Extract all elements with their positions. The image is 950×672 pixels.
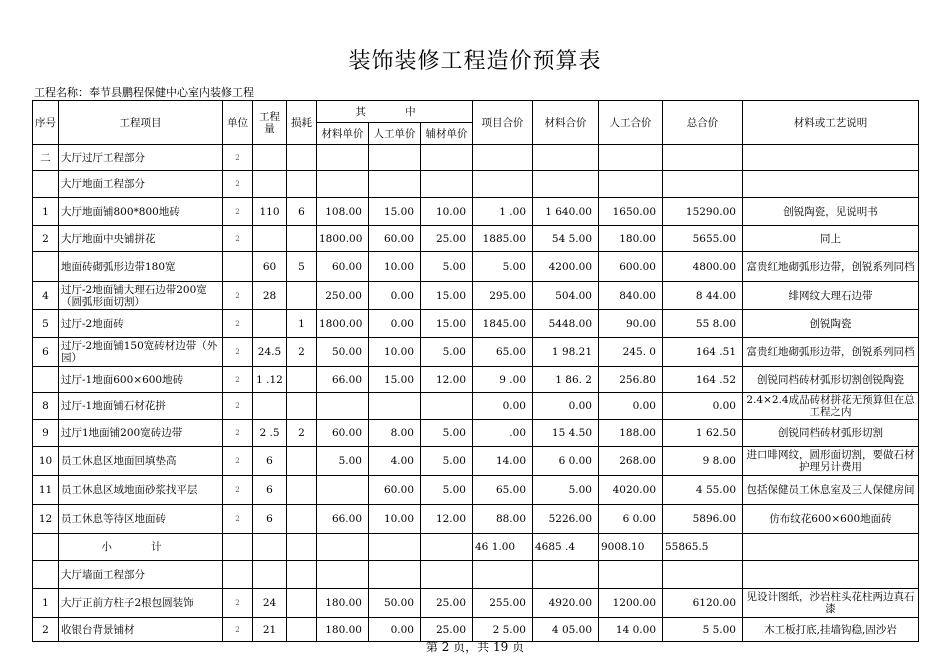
cell-loss xyxy=(287,145,317,171)
cell-loss: 2 xyxy=(287,420,317,447)
cell-it xyxy=(473,145,533,171)
table-body-floor xyxy=(33,145,919,534)
cell-item: 过厅1地面铺200宽砖边带 xyxy=(59,420,223,447)
cell-item: 过厅-2地面砖 xyxy=(59,310,223,338)
cell-ap: 5.00 xyxy=(421,420,473,447)
cell-qty xyxy=(253,226,287,252)
cell-loss xyxy=(287,447,317,476)
cell-lp xyxy=(369,393,421,420)
cell-tt: 164 .52 xyxy=(663,367,743,393)
cell-desc: 见设计图纸，沙岩柱头花柱两边真石漆 xyxy=(743,589,919,618)
cell-qty: 1 .12 xyxy=(253,367,287,393)
cell-it xyxy=(473,171,533,198)
header-seq: 序号 xyxy=(33,101,59,145)
cell-loss xyxy=(287,282,317,310)
cell-seq xyxy=(33,252,59,282)
cell-mt: 1 640.00 xyxy=(533,198,599,226)
table-row xyxy=(33,476,919,505)
cell-seq: 2 xyxy=(33,226,59,252)
header-qty: 工程量 xyxy=(253,101,287,145)
cell-it: 1 .00 xyxy=(473,198,533,226)
cell-seq: 12 xyxy=(33,505,59,534)
cell-lt: 840.00 xyxy=(599,282,663,310)
cell-it: 65.00 xyxy=(473,476,533,505)
cell-mt xyxy=(533,561,599,589)
cell-it: 0.00 xyxy=(473,393,533,420)
cell-tt: 1 62.50 xyxy=(663,420,743,447)
cell-seq: 5 xyxy=(33,310,59,338)
cell-tt: 4 55.00 xyxy=(663,476,743,505)
subtotal-labor-total: 9008.10 xyxy=(599,534,663,561)
cell-loss xyxy=(287,226,317,252)
cell-lp xyxy=(369,145,421,171)
cell-lt xyxy=(599,561,663,589)
cell-unit: 2 xyxy=(223,310,253,338)
cell-qty xyxy=(253,561,287,589)
cell-mp: 108.00 xyxy=(317,198,369,226)
cell-ap: 5.00 xyxy=(421,252,473,282)
cell-item: 员工休息区地面回填垫高 xyxy=(59,447,223,476)
cell-lt: 4020.00 xyxy=(599,476,663,505)
cell-loss xyxy=(287,505,317,534)
table-row xyxy=(33,561,919,589)
table-row xyxy=(33,589,919,618)
cell-ap xyxy=(421,393,473,420)
cell-seq: 2 xyxy=(33,618,59,642)
cell-ap: 15.00 xyxy=(421,282,473,310)
cell-loss: 6 xyxy=(287,198,317,226)
cell-it: 255.00 xyxy=(473,589,533,618)
cell-item: 过厅-2地面铺大理石边带200宽（圆弧形面切割） xyxy=(59,282,223,310)
cell-unit xyxy=(223,252,253,282)
cell-desc: 绯网纹大理石边带 xyxy=(743,282,919,310)
cell-unit: 2 xyxy=(223,420,253,447)
cell-item: 过厅-1地面铺石材花拼 xyxy=(59,393,223,420)
cell-lp: 0.00 xyxy=(369,282,421,310)
cell-tt: 0.00 xyxy=(663,393,743,420)
cell-tt xyxy=(663,171,743,198)
cell-loss: 2 xyxy=(287,338,317,367)
cell-lp: 60.00 xyxy=(369,226,421,252)
table-row xyxy=(33,226,919,252)
cell-it: 88.00 xyxy=(473,505,533,534)
cell-mp: 180.00 xyxy=(317,589,369,618)
cell-tt xyxy=(663,145,743,171)
cell-qty xyxy=(253,310,287,338)
subtotal-mat-total: 4685 .4 xyxy=(533,534,599,561)
cell-mt xyxy=(533,145,599,171)
cell-lp: 0.00 xyxy=(369,310,421,338)
cell-lt: 1200.00 xyxy=(599,589,663,618)
cell-ap: 5.00 xyxy=(421,338,473,367)
cell-desc: 2.4×2.4成品砖材拼花无预算但在总工程之内 xyxy=(743,393,919,420)
cell-lt: 268.00 xyxy=(599,447,663,476)
cell-mp xyxy=(317,476,369,505)
cell-qty: 28 xyxy=(253,282,287,310)
cell-qty: 24 xyxy=(253,589,287,618)
page-footer: 第 2 页，共 19 页 xyxy=(425,640,525,654)
cell-unit xyxy=(223,561,253,589)
cell-mp: 66.00 xyxy=(317,367,369,393)
cell-mp: 1800.00 xyxy=(317,226,369,252)
cell-it: 295.00 xyxy=(473,282,533,310)
cell-mt: 4 05.00 xyxy=(533,618,599,642)
cell-lp: 8.00 xyxy=(369,420,421,447)
cell-qty: 6 xyxy=(253,447,287,476)
cell-mp xyxy=(317,145,369,171)
cell-qty xyxy=(253,145,287,171)
cell-lt: 600.00 xyxy=(599,252,663,282)
cell-it: 14.00 xyxy=(473,447,533,476)
cell-loss xyxy=(287,476,317,505)
cell-tt: 9 8.00 xyxy=(663,447,743,476)
cell-mt: 1 98.21 xyxy=(533,338,599,367)
cell-ap: 5.00 xyxy=(421,476,473,505)
cell-tt: 5896.00 xyxy=(663,505,743,534)
header-mat-price: 材料单价 xyxy=(317,123,369,145)
cell-unit: 2 xyxy=(223,171,253,198)
table-row xyxy=(33,198,919,226)
subtotal-total: 55865.5 xyxy=(663,534,743,561)
cell-desc: 包括保健员工休息室及三人保健房间 xyxy=(743,476,919,505)
cell-loss: 1 xyxy=(287,310,317,338)
header-labor-price: 人工单价 xyxy=(369,123,421,145)
cell-tt: 15290.00 xyxy=(663,198,743,226)
cell-tt: 4800.00 xyxy=(663,252,743,282)
table-row xyxy=(33,447,919,476)
cell-desc: 富贵红地砌弧形边带，创锐系列同档 xyxy=(743,252,919,282)
cell-desc: 木工板打底,挂墙钩稳,固沙岩 xyxy=(743,618,919,642)
table-row xyxy=(33,145,919,171)
cell-item: 大厅正前方柱子2根包圆装饰 xyxy=(59,589,223,618)
cell-loss xyxy=(287,561,317,589)
cell-it: .00 xyxy=(473,420,533,447)
table-row xyxy=(33,393,919,420)
cell-seq: 9 xyxy=(33,420,59,447)
cell-lp xyxy=(369,171,421,198)
cell-it: 1885.00 xyxy=(473,226,533,252)
cell-lt: 188.00 xyxy=(599,420,663,447)
cell-item: 地面砖砌弧形边带180宽 xyxy=(59,252,223,282)
cell-it: 1845.00 xyxy=(473,310,533,338)
cell-desc xyxy=(743,171,919,198)
cell-seq: 6 xyxy=(33,338,59,367)
header-desc: 材料或工艺说明 xyxy=(743,101,919,145)
cell-ap: 5.00 xyxy=(421,447,473,476)
subtotal-item-total: 46 1.00 xyxy=(473,534,533,561)
cell-unit: 2 xyxy=(223,447,253,476)
cell-seq: 10 xyxy=(33,447,59,476)
table-row xyxy=(33,338,919,367)
cell-item: 大厅过厅工程部分 xyxy=(59,145,223,171)
cell-loss xyxy=(287,171,317,198)
cell-lp: 0.00 xyxy=(369,618,421,642)
cell-seq xyxy=(33,171,59,198)
cell-desc xyxy=(743,561,919,589)
budget-table xyxy=(32,100,919,642)
table-row xyxy=(33,505,919,534)
cell-unit: 2 xyxy=(223,145,253,171)
cell-mt: 6 0.00 xyxy=(533,447,599,476)
cell-mp: 180.00 xyxy=(317,618,369,642)
cell-tt: 8 44.00 xyxy=(663,282,743,310)
cell-loss xyxy=(287,367,317,393)
cell-loss xyxy=(287,393,317,420)
table-row xyxy=(33,171,919,198)
header-item: 工程项目 xyxy=(59,101,223,145)
table-body-wall xyxy=(33,561,919,642)
header-loss: 损耗 xyxy=(287,101,317,145)
cell-ap: 25.00 xyxy=(421,618,473,642)
cell-lt: 0.00 xyxy=(599,393,663,420)
cell-mp: 1800.00 xyxy=(317,310,369,338)
cell-ap xyxy=(421,145,473,171)
cell-qty: 6 xyxy=(253,505,287,534)
cell-qty: 21 xyxy=(253,618,287,642)
cell-ap: 10.00 xyxy=(421,198,473,226)
cell-mt: 4920.00 xyxy=(533,589,599,618)
cell-mt: 4200.00 xyxy=(533,252,599,282)
cell-mp: 5.00 xyxy=(317,447,369,476)
cell-ap xyxy=(421,171,473,198)
cell-tt: 164 .51 xyxy=(663,338,743,367)
header-labor-total: 人工合价 xyxy=(599,101,663,145)
cell-lt: 245. 0 xyxy=(599,338,663,367)
cell-mp xyxy=(317,393,369,420)
cell-item: 大厅地面铺800*800地砖 xyxy=(59,198,223,226)
cell-lt xyxy=(599,145,663,171)
cell-mt: 0.00 xyxy=(533,393,599,420)
cell-loss: 5 xyxy=(287,252,317,282)
cell-mp xyxy=(317,561,369,589)
cell-desc xyxy=(743,145,919,171)
cell-tt xyxy=(663,561,743,589)
subtotal-row-group xyxy=(33,534,919,561)
cell-mp: 60.00 xyxy=(317,252,369,282)
cell-tt: 6120.00 xyxy=(663,589,743,618)
cell-mt: 504.00 xyxy=(533,282,599,310)
cell-ap: 25.00 xyxy=(421,589,473,618)
cell-unit: 2 xyxy=(223,367,253,393)
cell-item: 收银台背景铺材 xyxy=(59,618,223,642)
cell-lp: 50.00 xyxy=(369,589,421,618)
cell-mp: 250.00 xyxy=(317,282,369,310)
subtotal-row xyxy=(33,534,919,561)
cell-mp: 60.00 xyxy=(317,420,369,447)
cell-desc: 进口啡网纹，圆形面切割，要做石材护理另计费用 xyxy=(743,447,919,476)
cell-lt: 6 0.00 xyxy=(599,505,663,534)
cell-lp: 4.00 xyxy=(369,447,421,476)
cell-unit: 2 xyxy=(223,282,253,310)
cell-lp: 10.00 xyxy=(369,252,421,282)
cell-ap: 12.00 xyxy=(421,505,473,534)
table-row xyxy=(33,367,919,393)
cell-qty xyxy=(253,171,287,198)
cell-mp: 50.00 xyxy=(317,338,369,367)
cell-lp: 10.00 xyxy=(369,338,421,367)
cell-loss xyxy=(287,589,317,618)
cell-item: 大厅地面中央铺拼花 xyxy=(59,226,223,252)
page-title: 装饰装修工程造价预算表 xyxy=(348,49,602,74)
cell-qty: 6 xyxy=(253,476,287,505)
cell-seq xyxy=(33,367,59,393)
subtotal-label: 小 计 xyxy=(59,534,223,561)
cell-mt: 5226.00 xyxy=(533,505,599,534)
header-total: 总合价 xyxy=(663,101,743,145)
project-name: 工程名称：奉节县鹏程保健中心室内装修工程 xyxy=(34,86,254,99)
table-row xyxy=(33,310,919,338)
cell-qty: 2 .5 xyxy=(253,420,287,447)
table-row xyxy=(33,252,919,282)
cell-item: 过厅-2地面铺150宽砖材边带（外园） xyxy=(59,338,223,367)
cell-desc: 创锐陶瓷 xyxy=(743,310,919,338)
cell-it: 2 5.00 xyxy=(473,618,533,642)
cell-mt xyxy=(533,171,599,198)
cell-seq: 1 xyxy=(33,589,59,618)
cell-unit: 2 xyxy=(223,505,253,534)
cell-lt: 1650.00 xyxy=(599,198,663,226)
cell-seq: 1 xyxy=(33,198,59,226)
cell-unit: 2 xyxy=(223,338,253,367)
cell-tt: 55 8.00 xyxy=(663,310,743,338)
cell-item: 员工休息区域地面砂浆找平层 xyxy=(59,476,223,505)
cell-qty xyxy=(253,393,287,420)
cell-it: 9 .00 xyxy=(473,367,533,393)
cell-lp: 60.00 xyxy=(369,476,421,505)
cell-desc: 仿布纹花600×600地面砖 xyxy=(743,505,919,534)
cell-desc: 富贵红地砌弧形边带，创锐系列同档 xyxy=(743,338,919,367)
cell-item: 员工休息等待区地面砖 xyxy=(59,505,223,534)
table-row xyxy=(33,282,919,310)
cell-lp xyxy=(369,561,421,589)
cell-item: 大厅地面工程部分 xyxy=(59,171,223,198)
cell-tt: 5655.00 xyxy=(663,226,743,252)
cell-mt: 54 5.00 xyxy=(533,226,599,252)
cell-seq xyxy=(33,561,59,589)
cell-desc: 同上 xyxy=(743,226,919,252)
cell-tt: 5 5.00 xyxy=(663,618,743,642)
cell-mp xyxy=(317,171,369,198)
cell-lp: 15.00 xyxy=(369,367,421,393)
cell-mt: 15 4.50 xyxy=(533,420,599,447)
cell-lp: 10.00 xyxy=(369,505,421,534)
cell-item: 过厅-1地面600×600地砖 xyxy=(59,367,223,393)
cell-ap: 12.00 xyxy=(421,367,473,393)
cell-lt xyxy=(599,171,663,198)
cell-lt: 180.00 xyxy=(599,226,663,252)
cell-mt: 5448.00 xyxy=(533,310,599,338)
header-item-total: 项目合价 xyxy=(473,101,533,145)
table-row xyxy=(33,420,919,447)
cell-lp: 15.00 xyxy=(369,198,421,226)
cell-ap xyxy=(421,561,473,589)
cell-it xyxy=(473,561,533,589)
cell-mp: 66.00 xyxy=(317,505,369,534)
header-aux-price: 辅材单价 xyxy=(421,123,473,145)
cell-seq: 11 xyxy=(33,476,59,505)
cell-qty: 24.5 xyxy=(253,338,287,367)
cell-unit: 2 xyxy=(223,226,253,252)
cell-mt: 5.00 xyxy=(533,476,599,505)
cell-qty: 60 xyxy=(253,252,287,282)
header-mat-total: 材料合价 xyxy=(533,101,599,145)
cell-lt: 14 0.00 xyxy=(599,618,663,642)
cell-mt: 1 86. 2 xyxy=(533,367,599,393)
cell-seq: 8 xyxy=(33,393,59,420)
cell-desc: 创锐同档砖材弧形切割 xyxy=(743,420,919,447)
cell-ap: 15.00 xyxy=(421,310,473,338)
cell-unit: 2 xyxy=(223,476,253,505)
cell-seq: 二 xyxy=(33,145,59,171)
cell-qty: 110 xyxy=(253,198,287,226)
cell-seq: 4 xyxy=(33,282,59,310)
cell-it: 5.00 xyxy=(473,252,533,282)
cell-unit: 2 xyxy=(223,198,253,226)
cell-unit: 2 xyxy=(223,618,253,642)
cell-desc: 创锐同档砖材弧形切割创锐陶瓷 xyxy=(743,367,919,393)
cell-it: 65.00 xyxy=(473,338,533,367)
cell-item: 大厅墙面工程部分 xyxy=(59,561,223,589)
header-unit: 单位 xyxy=(223,101,253,145)
cell-unit: 2 xyxy=(223,589,253,618)
header-among: 其 中 xyxy=(317,101,473,123)
cell-unit: 2 xyxy=(223,393,253,420)
cell-desc: 创锐陶瓷，见说明书 xyxy=(743,198,919,226)
cell-ap: 25.00 xyxy=(421,226,473,252)
cell-lt: 256.80 xyxy=(599,367,663,393)
cell-lt: 90.00 xyxy=(599,310,663,338)
